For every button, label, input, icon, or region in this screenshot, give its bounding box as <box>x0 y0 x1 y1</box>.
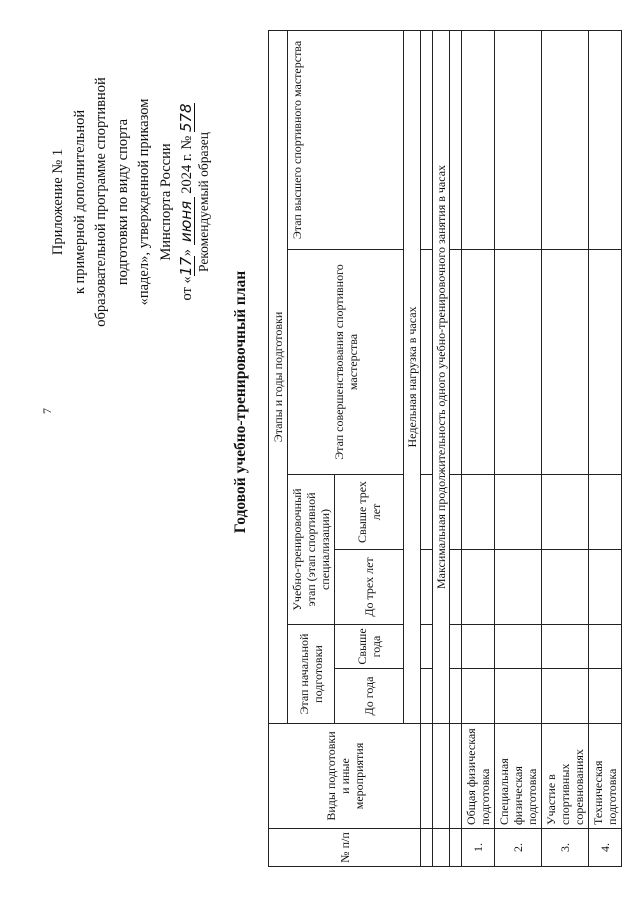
header-upto-year: До года <box>335 669 404 724</box>
row-num: 3. <box>542 829 589 867</box>
recommended-sample: Рекомендуемый образец <box>196 132 211 273</box>
header-initial-stage: Этап начальной подготовки <box>288 625 335 724</box>
table-row <box>495 30 542 866</box>
header-num: № п/п <box>269 829 421 867</box>
max-duration-row: Максимальная продолжительность одного учебно-тренировочного занятия в часах <box>433 30 450 723</box>
header-over-year: Свыше года <box>335 625 404 669</box>
header-highest-stage: Этап высшего спортивного мастерства <box>288 30 404 249</box>
appendix-line-1: Приложение № 1 <box>50 148 66 256</box>
order-number-handwritten: 578 <box>177 103 195 133</box>
row-name: Техническая подготовка <box>589 724 622 829</box>
document-title: Годовой учебно-тренировочный план <box>232 270 249 534</box>
appendix-line-6: Минспорта России <box>157 143 174 261</box>
row-name: Специальная физическая подготовка <box>495 724 542 829</box>
row-num: 4. <box>589 829 622 867</box>
row-name: Общая физическая подготовка <box>462 724 495 829</box>
header-training-stage: Учебно-тренировочный этап (этап спортивной специализации) <box>288 475 335 625</box>
table-row <box>462 30 495 866</box>
header-kind: Виды подготовки и иные мероприятия <box>269 724 421 829</box>
table-row <box>589 30 622 866</box>
appendix-line-3: образовательной программе спортивной <box>93 77 109 327</box>
annual-plan-table <box>268 30 622 867</box>
date-day-handwritten: 17 <box>177 256 195 276</box>
blank-row <box>450 30 462 866</box>
row-num: 2. <box>495 829 542 867</box>
appendix-line-5: «падел», утвержденной приказом <box>136 98 152 306</box>
appendix-line-2: к примерной дополнительной <box>71 109 88 295</box>
date-prefix: от « <box>179 276 195 301</box>
header-upto-three: До трех лет <box>335 550 404 625</box>
row-num: 1. <box>462 829 495 867</box>
table-row <box>542 30 589 866</box>
header-improvement-stage: Этап совершенствования спортивного мастерства <box>288 250 404 475</box>
header-stages: Этапы и годы подготовки <box>269 30 288 723</box>
date-mid: » <box>179 249 195 257</box>
weekly-load-row: Недельная нагрузка в часах <box>404 30 421 723</box>
blank-row <box>421 30 433 866</box>
appendix-block <box>48 2 199 402</box>
header-over-three: Свыше трех лет <box>335 475 404 550</box>
page-number: 7 <box>40 408 54 414</box>
date-month-handwritten: июня <box>178 197 195 245</box>
appendix-line-4: подготовки по виду спорта <box>114 118 131 286</box>
row-name: Участие в спортивных соревнованиях <box>542 724 589 829</box>
date-year: 2024 г. № <box>179 135 195 194</box>
